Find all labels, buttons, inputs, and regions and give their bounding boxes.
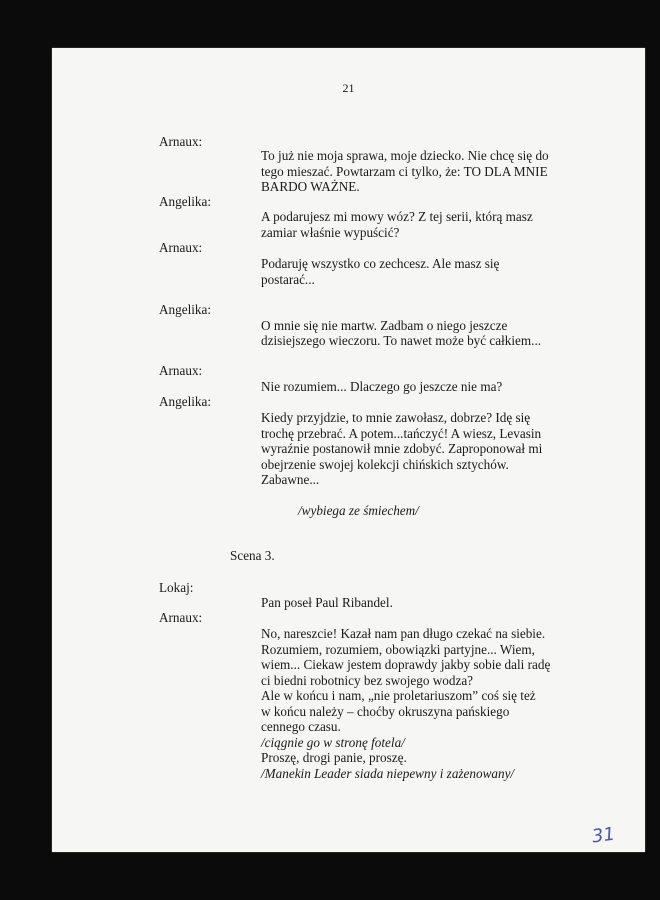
- dialogue-line: zamiar właśnie wypuścić?: [261, 225, 400, 240]
- speaker-label: Angelika:: [159, 194, 212, 209]
- stage-direction: /ciągnie go w stronę fotela/: [261, 735, 405, 750]
- scene-heading: Scena 3.: [230, 548, 275, 563]
- dialogue-line: ci biedni robotnicy bez swojego wodza?: [261, 673, 474, 688]
- speaker-label: Arnaux:: [159, 363, 203, 378]
- dialogue-line: obejrzenie swojej kolekcji chińskich sztychów.: [261, 457, 509, 472]
- speaker-label: Angelika:: [159, 394, 212, 409]
- dialogue-line: Rozumiem, rozumiem, obowiązki partyjne... Wiem,: [261, 642, 535, 657]
- speaker-label: Lokaj:: [159, 580, 194, 595]
- dialogue-line: cennego czasu.: [261, 719, 341, 734]
- dialogue-line: No, nareszcie! Kazał nam pan długo czekać na siebie.: [261, 626, 546, 641]
- dialogue-line: To już nie moja sprawa, moje dziecko. Nie chcę się do: [261, 148, 549, 163]
- dialogue-line: O mnie się nie martw. Zadbam o niego jeszcze: [261, 318, 508, 333]
- stage-direction: /wybiega ze śmiechem/: [298, 503, 419, 518]
- speaker-label: Angelika:: [159, 302, 212, 317]
- dialogue-line: w końcu należy – choćby okruszyna pańskiego: [261, 704, 510, 719]
- speaker-label: Arnaux:: [159, 610, 203, 625]
- dialogue-line: A podarujesz mi mowy wóz? Z tej serii, którą masz: [261, 209, 533, 224]
- dialogue-line: Podaruję wszystko co zechcesz. Ale masz się: [261, 256, 500, 271]
- dialogue-line: postarać...: [261, 272, 315, 287]
- dialogue-line: Nie rozumiem... Dlaczego go jeszcze nie ma?: [261, 379, 503, 394]
- dialogue-line: Proszę, drogi panie, proszę.: [261, 750, 407, 765]
- dialogue-line: wyraźnie postanowił mnie zdobyć. Zaproponował mi: [261, 441, 543, 456]
- stage-direction: /Manekin Leader siada niepewny i zażenowany/: [261, 766, 515, 781]
- dialogue-line: trochę przebrać. A potem...tańczyć! A wiesz, Levasin: [261, 426, 542, 441]
- dialogue-line: tego mieszać. Powtarzam ci tylko, że: TO DLA MNIE: [261, 164, 548, 179]
- dialogue-line: BARDO WAŻNE.: [261, 179, 360, 194]
- handwritten-page-mark: 31: [590, 823, 617, 848]
- dialogue-line: Pan poseł Paul Ribandel.: [261, 595, 393, 610]
- dialogue-line: Kiedy przyjdzie, to mnie zawołasz, dobrze? Idę się: [261, 410, 531, 425]
- speaker-label: Arnaux:: [159, 134, 203, 149]
- dialogue-line: wiem... Ciekaw jestem doprawdy jakby sobie dali radę: [261, 657, 551, 672]
- document-page: [52, 48, 645, 852]
- page-number: 21: [342, 81, 355, 95]
- dialogue-line: dzisiejszego wieczoru. To nawet może być całkiem...: [261, 333, 542, 348]
- speaker-label: Arnaux:: [159, 240, 203, 255]
- dialogue-line: Zabawne...: [261, 472, 320, 487]
- dialogue-line: Ale w końcu i nam, „nie proletariuszom” coś się też: [261, 688, 536, 703]
